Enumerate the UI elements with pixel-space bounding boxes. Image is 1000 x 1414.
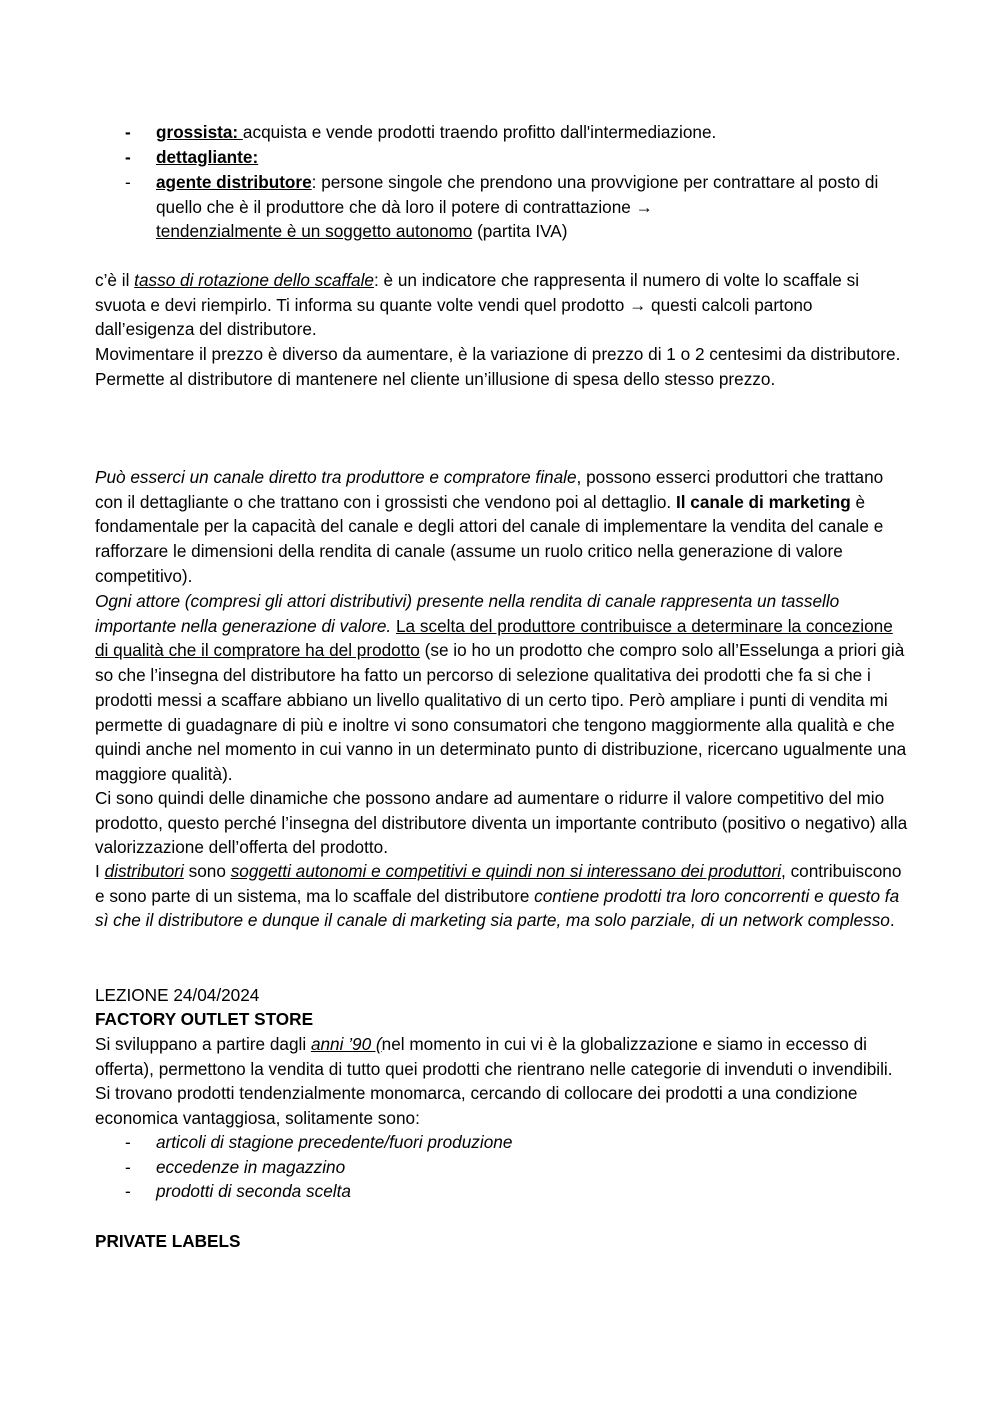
paragraph-attore [95,589,910,787]
text-span: (se io ho un prodotto che compro solo all’Esselunga a priori già so che l’insegna del distributore ha fatto un percorso di selezione qualitativa dei prodotti che fa si che i prodotti messi a scaffare abbiano un livello qualitativo di un certo tipo. Però ampliare i punti di vendita mi permette di guadagnare di più e inoltre vi sono consumatori che tengono maggiormente alla qualità e che quindi anche nel momento in cui vanno in un determinato punto di distribuzione, ricercano ugualmente una maggiore qualità). [95,640,907,784]
bullet-text: acquista e vende prodotti traendo profitto dall'intermediazione. [242,122,717,142]
bullet-dash: - [125,1157,131,1177]
text-span: , contribuiscono e sono parte di un sistema, ma lo scaffale del distributore [95,861,902,906]
text-span: sono [183,861,231,881]
bullet-item-agente [156,170,910,244]
text-span: Si sviluppano a partire dagli [95,1034,311,1054]
italic-span: contiene prodotti tra loro concorrenti e questo fa sì che il distributore e dunque il canale di marketing sia parte, ma solo parziale, di un network complesso [95,885,900,931]
text-span: nel momento in cui vi è la globalizzazione e siamo in eccesso di offerta), permettono la vendita di tutto quei prodotti che rientrano nelle categorie di invenduti o invendibili. Si trovano prodotti tendenzialmente monomarca, cercando di collocare dei prodotti a una condizione economica vantaggiosa, solitamente sono: [95,1034,893,1129]
bullet-item: eccedenze in magazzino [156,1157,346,1177]
text-span: questi calcoli partono dall’esigenza del distributore. [95,294,813,340]
paragraph-rotazione [95,268,910,342]
bullet-item-grossista [156,120,910,145]
bullet-term: dettagliante: [156,147,259,167]
bullet-tail-text: (partita IVA) [472,221,568,242]
text-span: c’è il [95,270,135,290]
bullet-text: : persone singole che prendono una provvigione per contrattare al posto di quello che è il produttore che dà loro il potere di contrattazione [156,172,879,217]
term-tasso-rotazione: tasso di rotazione dello scaffale [134,270,374,290]
paragraph-factory [95,1032,910,1131]
underlined-italic-span: anni ’90 ( [310,1034,382,1054]
bullet-dash: - [125,1181,131,1201]
paragraph-movimentare: Movimentare il prezzo è diverso da aumentare, è la variazione di prezzo di 1 o 2 centesimi da distributore. Permette al distributore di mantenere nel cliente un’illusione di spesa dello stesso prezzo. [95,344,901,389]
bullet-dash: - [125,1132,131,1152]
bullet-item: articoli di stagione precedente/fuori produzione [156,1132,513,1152]
bullet-term: agente distributore [156,172,312,192]
bullet-dash: - [125,147,131,167]
text-span: , possono esserci produttori che trattano con il dettagliante o che trattano con i grossisti che vendono poi al dettaglio. [95,467,884,512]
text-span: . [889,910,895,931]
text-span: : è un indicatore che rappresenta il numero di volte lo scaffale si svuota e devi riempirlo. Ti informa su quante volte vendi quel prodotto [95,270,860,315]
heading-private-labels: PRIVATE LABELS [95,1231,241,1251]
arrow-icon: → [635,196,653,217]
bullet-underlined-text: tendenzialmente è un soggetto autonomo [156,221,473,242]
heading-factory-outlet: FACTORY OUTLET STORE [95,1009,314,1029]
term-distributori: distributori [104,861,184,881]
underlined-span: La scelta del produttore contribuisce a determinare la concezione di qualità che il compratore ha del prodotto [95,615,893,661]
italic-span: Può esserci un canale diretto tra produttore e compratore finale [95,467,577,487]
italic-span: Ogni attore (compresi gli attori distributivi) presente nella rendita di canale rappresenta un tassello importante nella generazione di valore. [95,591,840,636]
bullet-dash: - [125,172,131,192]
paragraph-canale [95,465,910,589]
arrow-icon: → [629,294,647,315]
paragraph-dinamiche: Ci sono quindi delle dinamiche che possono andare ad aumentare o ridurre il valore competitivo del mio prodotto, questo perché l’insegna del distributore diventa un importante contributo (positivo o negativo) alla valorizzazione dell’offerta del prodotto. [95,788,908,858]
text-span: è fondamentale per la capacità del canale e degli attori del canale di implementare la vendita del canale e rafforzare le dimensioni della rendita di canale (assume un ruolo critico nella generazione di valore competitivo). [95,491,884,586]
bullet-term: grossista: [156,122,243,142]
underlined-italic-span: soggetti autonomi e competitivi e quindi non si interessano dei produttori [230,861,782,881]
bullet-item: prodotti di seconda scelta [156,1181,351,1201]
paragraph-distributori [95,859,910,933]
text-span: I [95,861,105,881]
bullet-dash: - [125,122,131,142]
bold-span: Il canale di marketing [675,491,851,512]
lesson-date: LEZIONE 24/04/2024 [95,985,260,1005]
bullet-item-dettagliante [156,145,910,170]
